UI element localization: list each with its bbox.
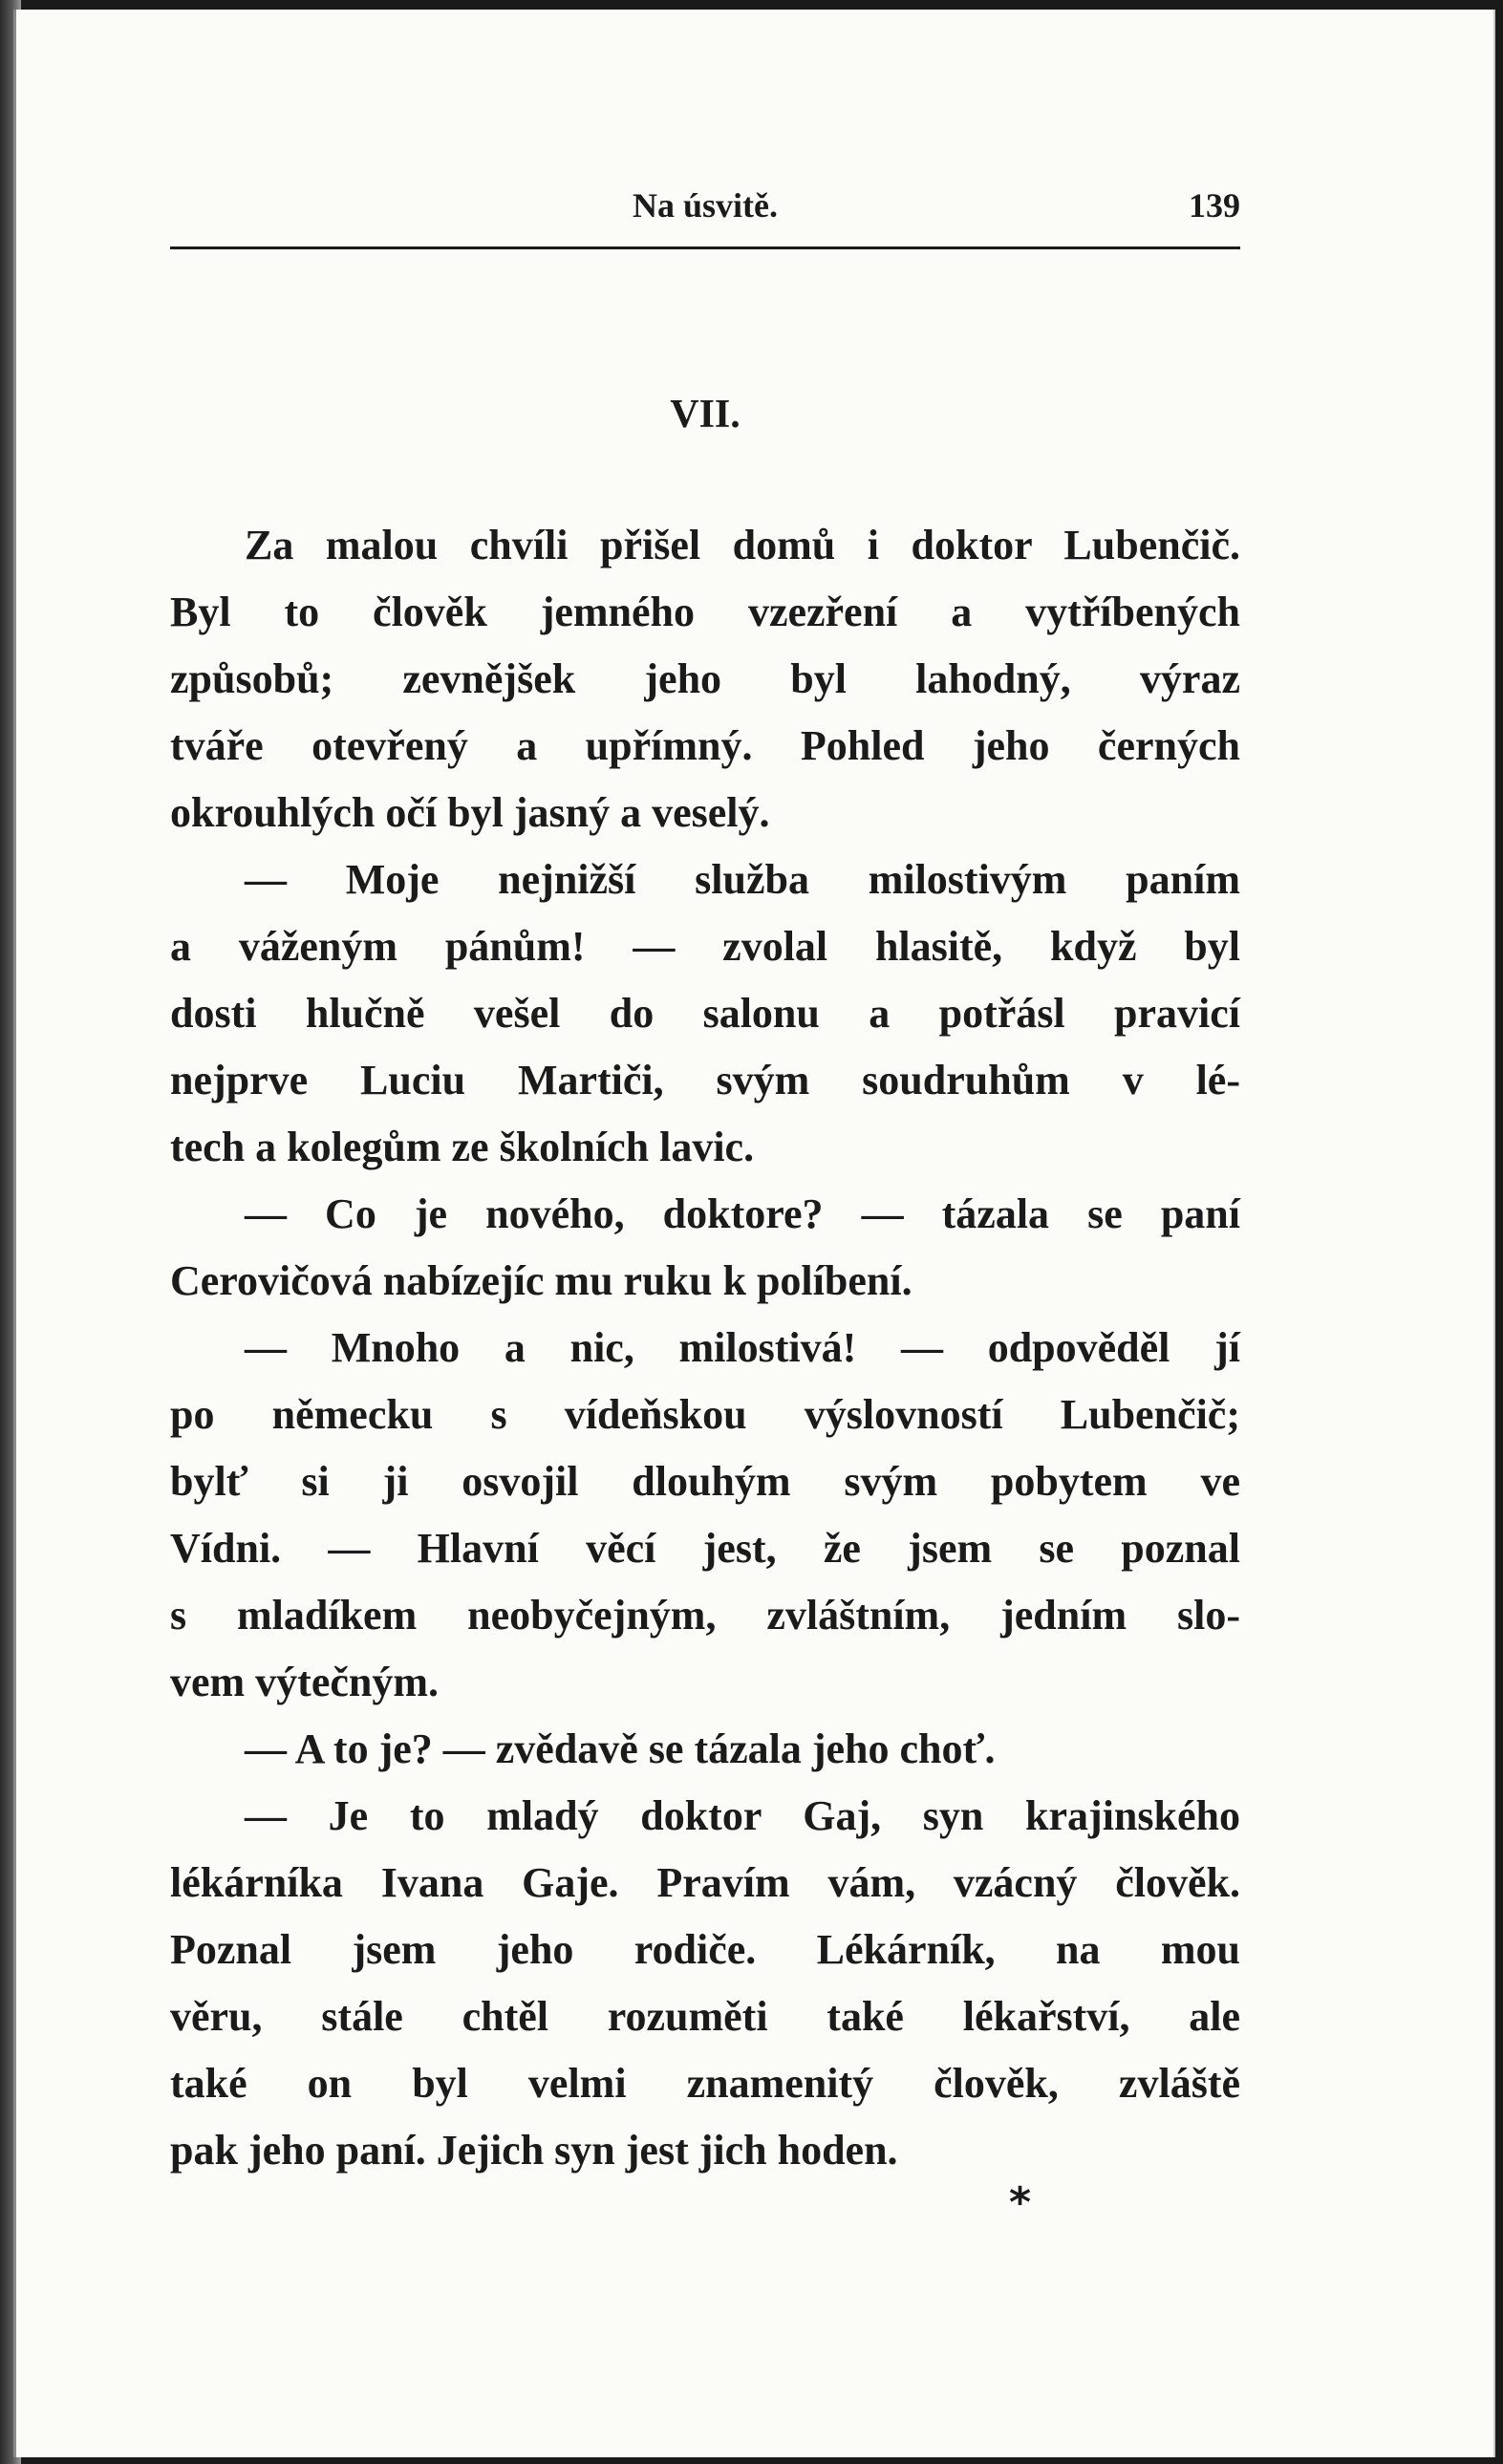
text-line: — A to je? — zvědavě se tázala jeho choť. bbox=[245, 1725, 996, 1772]
text-line: věru, stále chtěl rozuměti také lékařství, ale bbox=[170, 1993, 1240, 2040]
body-text bbox=[170, 512, 1240, 2184]
text-line: s mladíkem neobyčejným, zvláštním, jedním slo- bbox=[170, 1592, 1240, 1639]
text-line: bylť si ji osvojil dlouhým svým pobytem ve bbox=[170, 1458, 1240, 1505]
text-line: Vídni. — Hlavní věcí jest, že jsem se poznal bbox=[170, 1525, 1240, 1572]
text-line: — Je to mladý doktor Gaj, syn krajinského bbox=[245, 1792, 1240, 1839]
text-line: nejprve Luciu Martiči, svým soudruhům v lé- bbox=[170, 1057, 1240, 1103]
text-line: — Co je nového, doktore? — tázala se paní bbox=[245, 1190, 1240, 1237]
text-line: tváře otevřený a upřímný. Pohled jeho černých bbox=[170, 722, 1240, 769]
text-line: způsobů; zevnějšek jeho byl lahodný, výraz bbox=[170, 655, 1240, 702]
page-header bbox=[170, 180, 1240, 237]
text-line: okrouhlých očí byl jasný a veselý. bbox=[170, 789, 770, 836]
text-line: tech a kolegům ze školních lavic. bbox=[170, 1124, 755, 1170]
text-line: po německu s vídeňskou výslovností Lubenčič; bbox=[170, 1391, 1240, 1438]
text-line: — Mnoho a nic, milostivá! — odpověděl jí bbox=[245, 1324, 1240, 1371]
page-number: 139 bbox=[1189, 186, 1240, 225]
text-line: Byl to člověk jemného vzezření a vytříbených bbox=[170, 589, 1240, 635]
text-line: a váženým pánům! — zvolal hlasitě, když byl bbox=[170, 923, 1240, 970]
header-rule bbox=[170, 246, 1240, 249]
text-line: pak jeho paní. Jejich syn jest jich hoden. bbox=[170, 2127, 898, 2174]
chapter-heading: VII. bbox=[670, 393, 741, 437]
section-ornament: * bbox=[1009, 2178, 1032, 2227]
text-line: lékárníka Ivana Gaje. Pravím vám, vzácný člověk. bbox=[170, 1859, 1240, 1906]
text-line: Cerovičová nabízejíc mu ruku k políbení. bbox=[170, 1257, 913, 1304]
text-line: Poznal jsem jeho rodiče. Lékárník, na mou bbox=[170, 1926, 1240, 1973]
text-line: dosti hlučně vešel do salonu a potřásl pravicí bbox=[170, 990, 1240, 1037]
running-title: Na úsvitě. bbox=[633, 186, 778, 225]
text-line: — Moje nejnižší služba milostivým paním bbox=[245, 856, 1240, 903]
text-line: také on byl velmi znamenitý člověk, zvláště bbox=[170, 2060, 1240, 2107]
text-line: Za malou chvíli přišel domů i doktor Lubenčič. bbox=[245, 522, 1240, 568]
text-line: vem výtečným. bbox=[170, 1659, 440, 1705]
